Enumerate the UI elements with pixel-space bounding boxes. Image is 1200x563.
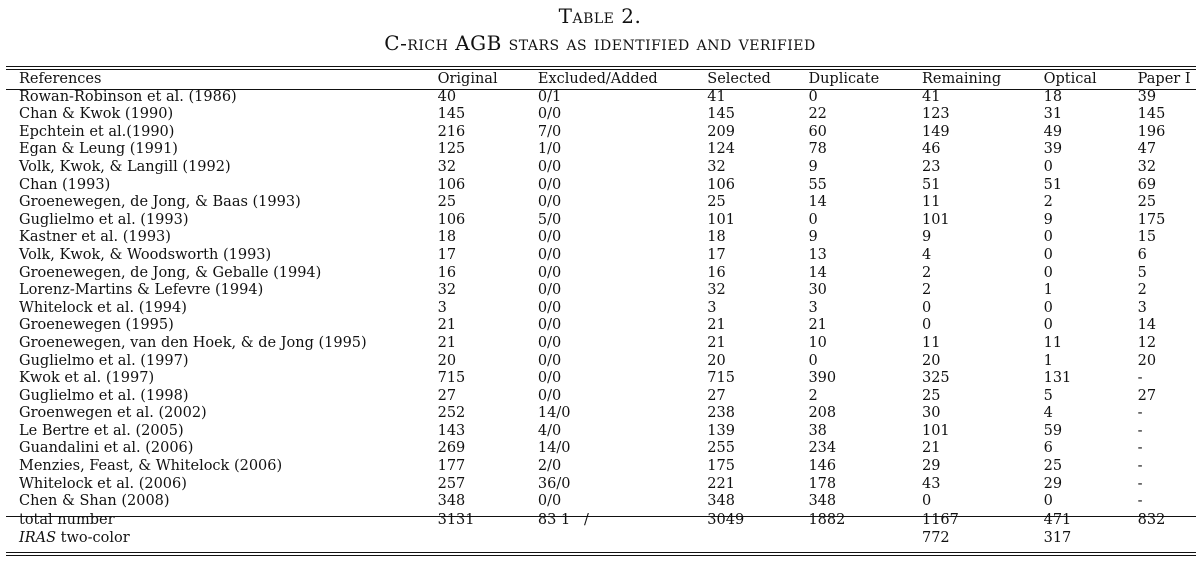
- iras-label-italic: IRAS: [19, 529, 57, 546]
- table-row: [6, 370, 1196, 388]
- table-row: [6, 353, 1196, 371]
- cell-remaining: 46: [921, 141, 941, 158]
- totals-row: [6, 511, 1196, 530]
- cell-excluded-added: 0/0: [537, 352, 562, 369]
- cell-original: 177: [437, 458, 466, 475]
- cell-duplicate: 21: [808, 317, 827, 334]
- iras-excluded-added: [525, 530, 694, 548]
- cell-reference: Chan (1993): [19, 176, 111, 193]
- cell-optical: 1: [1043, 282, 1053, 299]
- cell-reference: Groenewegen, de Jong, & Baas (1993): [19, 194, 301, 211]
- cell-excluded-added: 0/1: [537, 88, 562, 105]
- cell-selected: 32: [707, 282, 726, 299]
- table-label: Table 2.: [558, 4, 642, 28]
- cell-selected: 17: [707, 246, 726, 263]
- iras-paper-i: [1125, 530, 1196, 548]
- cell-paper-i: 12: [1137, 334, 1157, 351]
- cell-reference: Guglielmo et al. (1997): [19, 352, 189, 369]
- cell-selected: 16: [707, 264, 726, 281]
- cell-paper-i: 39: [1137, 88, 1157, 105]
- cell-remaining: 4: [921, 246, 932, 263]
- cell-excluded-added: 0/0: [537, 246, 562, 263]
- cell-duplicate: 60: [808, 123, 827, 140]
- cell-reference: Volk, Kwok, & Woodsworth (1993): [19, 246, 272, 263]
- cell-optical: 51: [1043, 176, 1063, 193]
- cell-original: 257: [437, 475, 466, 492]
- cell-reference: Kwok et al. (1997): [19, 370, 155, 387]
- table-row: [6, 247, 1196, 265]
- cell-selected: 101: [707, 211, 735, 228]
- cell-optical: 131: [1043, 370, 1072, 387]
- cell-duplicate: 0: [808, 211, 818, 228]
- cell-duplicate: 55: [808, 176, 827, 193]
- cell-selected: 255: [707, 440, 735, 457]
- cell-optical: 0: [1043, 229, 1053, 246]
- cell-paper-i: 69: [1137, 176, 1157, 193]
- cell-paper-i: -: [1137, 493, 1143, 510]
- header-row: [6, 71, 1196, 89]
- cell-paper-i: -: [1137, 475, 1143, 492]
- totals-label: total number: [19, 511, 115, 528]
- cell-duplicate: 348: [808, 493, 837, 510]
- table-title: C-rich AGB stars as identified and verified: [384, 31, 816, 55]
- cell-original: 269: [437, 440, 466, 457]
- cell-optical: 0: [1043, 264, 1053, 281]
- cell-duplicate: 9: [808, 229, 818, 246]
- cell-selected: 21: [707, 317, 726, 334]
- totals-remaining: 1167: [921, 511, 959, 528]
- cell-selected: 124: [707, 141, 735, 158]
- cell-original: 21: [437, 317, 457, 334]
- col-header-selected: Selected: [707, 71, 771, 87]
- cell-remaining: 21: [921, 440, 941, 457]
- cell-optical: 0: [1043, 317, 1053, 334]
- iras-original: [425, 530, 525, 548]
- cell-selected: 20: [707, 352, 726, 369]
- cell-original: 106: [437, 176, 466, 193]
- cell-reference: Whitelock et al. (1994): [19, 299, 187, 316]
- cell-reference: Guandalini et al. (2006): [19, 440, 194, 457]
- cell-selected: 209: [707, 123, 735, 140]
- cell-duplicate: 38: [808, 422, 827, 439]
- cell-original: 40: [437, 88, 457, 105]
- cell-original: 20: [437, 352, 457, 369]
- cell-selected: 139: [707, 422, 735, 439]
- cell-optical: 0: [1043, 299, 1053, 316]
- cell-optical: 2: [1043, 194, 1053, 211]
- cell-reference: Epchtein et al.(1990): [19, 123, 175, 140]
- table-row: [6, 265, 1196, 283]
- totals-original: 3131: [437, 511, 475, 528]
- cell-excluded-added: 1/0: [537, 141, 562, 158]
- cell-remaining: 0: [921, 317, 932, 334]
- cell-remaining: 0: [921, 299, 932, 316]
- col-header-optical: Optical: [1043, 71, 1097, 87]
- cell-remaining: 29: [921, 458, 941, 475]
- cell-paper-i: 15: [1137, 229, 1157, 246]
- cell-excluded-added: 0/0: [537, 317, 562, 334]
- cell-paper-i: -: [1137, 405, 1143, 422]
- cell-paper-i: 32: [1137, 158, 1157, 175]
- cell-reference: Le Bertre et al. (2005): [19, 422, 184, 439]
- cell-selected: 715: [707, 370, 735, 387]
- top-rule-2: [6, 69, 1196, 70]
- cell-selected: 238: [707, 405, 735, 422]
- cell-selected: 145: [707, 106, 735, 123]
- cell-remaining: 20: [921, 352, 941, 369]
- cell-excluded-added: 0/0: [537, 387, 562, 404]
- table-row: [6, 282, 1196, 300]
- cell-paper-i: 2: [1137, 282, 1147, 299]
- cell-original: 27: [437, 387, 457, 404]
- table-row: [6, 440, 1196, 458]
- iras-label-rest: two-color: [56, 529, 130, 546]
- cell-optical: 1: [1043, 352, 1053, 369]
- cell-duplicate: 178: [808, 475, 837, 492]
- table-row: [6, 458, 1196, 476]
- cell-excluded-added: 14/0: [537, 440, 571, 457]
- cell-reference: Groenewegen, de Jong, & Geballe (1994): [19, 264, 322, 281]
- cell-excluded-added: 0/0: [537, 334, 562, 351]
- cell-duplicate: 10: [808, 334, 827, 351]
- cell-duplicate: 14: [808, 264, 827, 281]
- cell-excluded-added: 2/0: [537, 458, 562, 475]
- bottom-rule-1: [6, 552, 1196, 553]
- cell-remaining: 123: [921, 106, 950, 123]
- cell-remaining: 23: [921, 158, 941, 175]
- cell-paper-i: 6: [1137, 246, 1147, 263]
- cell-original: 216: [437, 123, 466, 140]
- bottom-rule-2: [6, 555, 1196, 556]
- cell-original: 17: [437, 246, 457, 263]
- cell-remaining: 325: [921, 370, 950, 387]
- totals-selected: 3049: [707, 511, 745, 528]
- col-header-references: References: [19, 71, 102, 87]
- cell-remaining: 2: [921, 264, 932, 281]
- cell-remaining: 9: [921, 229, 932, 246]
- cell-reference: Whitelock et al. (2006): [19, 475, 187, 492]
- table-row: [6, 476, 1196, 494]
- cell-duplicate: 208: [808, 405, 837, 422]
- cell-duplicate: 78: [808, 141, 827, 158]
- cell-excluded-added: 4/0: [537, 422, 562, 439]
- cell-paper-i: 25: [1137, 194, 1157, 211]
- cell-paper-i: 5: [1137, 264, 1147, 281]
- cell-paper-i: -: [1137, 422, 1143, 439]
- col-header-original: Original: [437, 71, 498, 87]
- cell-duplicate: 390: [808, 370, 837, 387]
- cell-reference: Chen & Shan (2008): [19, 493, 170, 510]
- cell-excluded-added: 0/0: [537, 264, 562, 281]
- table-row: [6, 300, 1196, 318]
- totals-duplicate: 1882: [808, 511, 846, 528]
- col-header-excluded-added: Excluded/Added: [537, 71, 658, 87]
- cell-reference: Lorenz-Martins & Lefevre (1994): [19, 282, 264, 299]
- cell-remaining: 51: [921, 176, 941, 193]
- cell-original: 18: [437, 229, 457, 246]
- cell-duplicate: 3: [808, 299, 818, 316]
- table-row: [6, 388, 1196, 406]
- cell-duplicate: 146: [808, 458, 837, 475]
- cell-reference: Kastner et al. (1993): [19, 229, 171, 246]
- cell-duplicate: 30: [808, 282, 827, 299]
- cell-selected: 18: [707, 229, 726, 246]
- cell-duplicate: 0: [808, 88, 818, 105]
- top-rule-1: [6, 66, 1196, 67]
- cell-remaining: 43: [921, 475, 941, 492]
- cell-paper-i: -: [1137, 370, 1143, 387]
- cell-original: 143: [437, 422, 466, 439]
- cell-selected: 25: [707, 194, 726, 211]
- cell-selected: 21: [707, 334, 726, 351]
- cell-excluded-added: 5/0: [537, 211, 562, 228]
- iras-duplicate: [795, 530, 909, 548]
- table-row: [6, 335, 1196, 353]
- cell-remaining: 41: [921, 88, 941, 105]
- table-row: [6, 423, 1196, 441]
- cell-original: 125: [437, 141, 466, 158]
- cell-remaining: 30: [921, 405, 941, 422]
- cell-original: 348: [437, 493, 466, 510]
- table-footer: [6, 511, 1196, 548]
- cell-duplicate: 0: [808, 352, 818, 369]
- cell-paper-i: 3: [1137, 299, 1147, 316]
- cell-optical: 0: [1043, 493, 1053, 510]
- cell-duplicate: 9: [808, 158, 818, 175]
- table-row: [6, 177, 1196, 195]
- iras-row: [6, 530, 1196, 548]
- cell-reference: Guglielmo et al. (1998): [19, 387, 189, 404]
- table-row: [6, 124, 1196, 142]
- cell-paper-i: 196: [1137, 123, 1166, 140]
- cell-duplicate: 13: [808, 246, 827, 263]
- col-header-remaining: Remaining: [921, 71, 1002, 87]
- cell-selected: 221: [707, 475, 735, 492]
- table-row: [6, 229, 1196, 247]
- col-header-paper-i: Paper I: [1137, 71, 1191, 87]
- cell-remaining: 2: [921, 282, 932, 299]
- table-row: [6, 405, 1196, 423]
- cell-paper-i: 47: [1137, 141, 1157, 158]
- table-row: [6, 89, 1196, 107]
- cell-reference: Groenwegen et al. (2002): [19, 405, 207, 422]
- cell-optical: 0: [1043, 246, 1053, 263]
- cell-selected: 41: [707, 88, 726, 105]
- cell-optical: 0: [1043, 158, 1053, 175]
- cell-duplicate: 234: [808, 440, 837, 457]
- cell-selected: 32: [707, 158, 726, 175]
- cell-optical: 59: [1043, 422, 1063, 439]
- totals-optical: 471: [1043, 511, 1072, 528]
- cell-reference: Groenewegen, van den Hoek, & de Jong (1995): [19, 334, 367, 351]
- table-row: [6, 493, 1196, 511]
- cell-excluded-added: 0/0: [537, 176, 562, 193]
- cell-reference: Guglielmo et al. (1993): [19, 211, 189, 228]
- cell-selected: 27: [707, 387, 726, 404]
- cell-original: 715: [437, 370, 466, 387]
- cell-original: 252: [437, 405, 466, 422]
- cell-optical: 11: [1043, 334, 1063, 351]
- cell-selected: 348: [707, 493, 735, 510]
- cell-optical: 49: [1043, 123, 1063, 140]
- cell-remaining: 25: [921, 387, 941, 404]
- table-row: [6, 141, 1196, 159]
- totals-excluded-added: 83 1 /: [537, 511, 589, 528]
- cell-paper-i: 14: [1137, 317, 1157, 334]
- iras-label: [6, 530, 425, 548]
- cell-remaining: 149: [921, 123, 950, 140]
- cell-original: 32: [437, 158, 457, 175]
- cell-excluded-added: 0/0: [537, 158, 562, 175]
- cell-duplicate: 14: [808, 194, 827, 211]
- cell-selected: 3: [707, 299, 717, 316]
- cell-duplicate: 2: [808, 387, 818, 404]
- cell-reference: Chan & Kwok (1990): [19, 106, 174, 123]
- cell-optical: 25: [1043, 458, 1063, 475]
- iras-remaining: 772: [921, 529, 950, 546]
- table-row: [6, 194, 1196, 212]
- cell-excluded-added: 0/0: [537, 493, 562, 510]
- table-row: [6, 106, 1196, 124]
- cell-original: 3: [437, 299, 447, 316]
- cell-optical: 39: [1043, 141, 1063, 158]
- cell-reference: Egan & Leung (1991): [19, 141, 178, 158]
- cell-remaining: 101: [921, 422, 950, 439]
- totals-paper-i: 832: [1137, 511, 1166, 528]
- col-header-duplicate: Duplicate: [808, 71, 880, 87]
- cell-reference: Volk, Kwok, & Langill (1992): [19, 158, 231, 175]
- cell-excluded-added: 0/0: [537, 194, 562, 211]
- iras-optical: 317: [1043, 529, 1072, 546]
- cell-excluded-added: 7/0: [537, 123, 562, 140]
- cell-paper-i: 175: [1137, 211, 1166, 228]
- cell-reference: Rowan-Robinson et al. (1986): [19, 88, 237, 105]
- cell-remaining: 11: [921, 194, 941, 211]
- cell-excluded-added: 0/0: [537, 106, 562, 123]
- cell-reference: Menzies, Feast, & Whitelock (2006): [19, 458, 283, 475]
- cell-paper-i: 27: [1137, 387, 1157, 404]
- cell-remaining: 11: [921, 334, 941, 351]
- cell-optical: 31: [1043, 106, 1063, 123]
- cell-optical: 9: [1043, 211, 1053, 228]
- cell-original: 106: [437, 211, 466, 228]
- cell-excluded-added: 0/0: [537, 370, 562, 387]
- cell-excluded-added: 0/0: [537, 299, 562, 316]
- cell-duplicate: 22: [808, 106, 827, 123]
- cell-excluded-added: 14/0: [537, 405, 571, 422]
- table-row: [6, 212, 1196, 230]
- cell-optical: 29: [1043, 475, 1063, 492]
- cell-original: 25: [437, 194, 457, 211]
- cell-original: 145: [437, 106, 466, 123]
- table-body: [6, 89, 1196, 511]
- table-row: [6, 317, 1196, 335]
- cell-optical: 18: [1043, 88, 1063, 105]
- cell-excluded-added: 0/0: [537, 282, 562, 299]
- cell-original: 21: [437, 334, 457, 351]
- table-row: [6, 159, 1196, 177]
- cell-paper-i: 145: [1137, 106, 1166, 123]
- cell-original: 16: [437, 264, 457, 281]
- cell-paper-i: -: [1137, 458, 1143, 475]
- cell-optical: 5: [1043, 387, 1053, 404]
- cell-selected: 175: [707, 458, 735, 475]
- cell-paper-i: -: [1137, 440, 1143, 457]
- cell-optical: 6: [1043, 440, 1053, 457]
- cell-paper-i: 20: [1137, 352, 1157, 369]
- cell-excluded-added: 36/0: [537, 475, 571, 492]
- cell-excluded-added: 0/0: [537, 229, 562, 246]
- cell-optical: 4: [1043, 405, 1053, 422]
- cell-original: 32: [437, 282, 457, 299]
- data-table: [6, 71, 1196, 547]
- iras-selected: [694, 530, 795, 548]
- cell-remaining: 101: [921, 211, 950, 228]
- cell-reference: Groenewegen (1995): [19, 317, 174, 334]
- cell-selected: 106: [707, 176, 735, 193]
- cell-remaining: 0: [921, 493, 932, 510]
